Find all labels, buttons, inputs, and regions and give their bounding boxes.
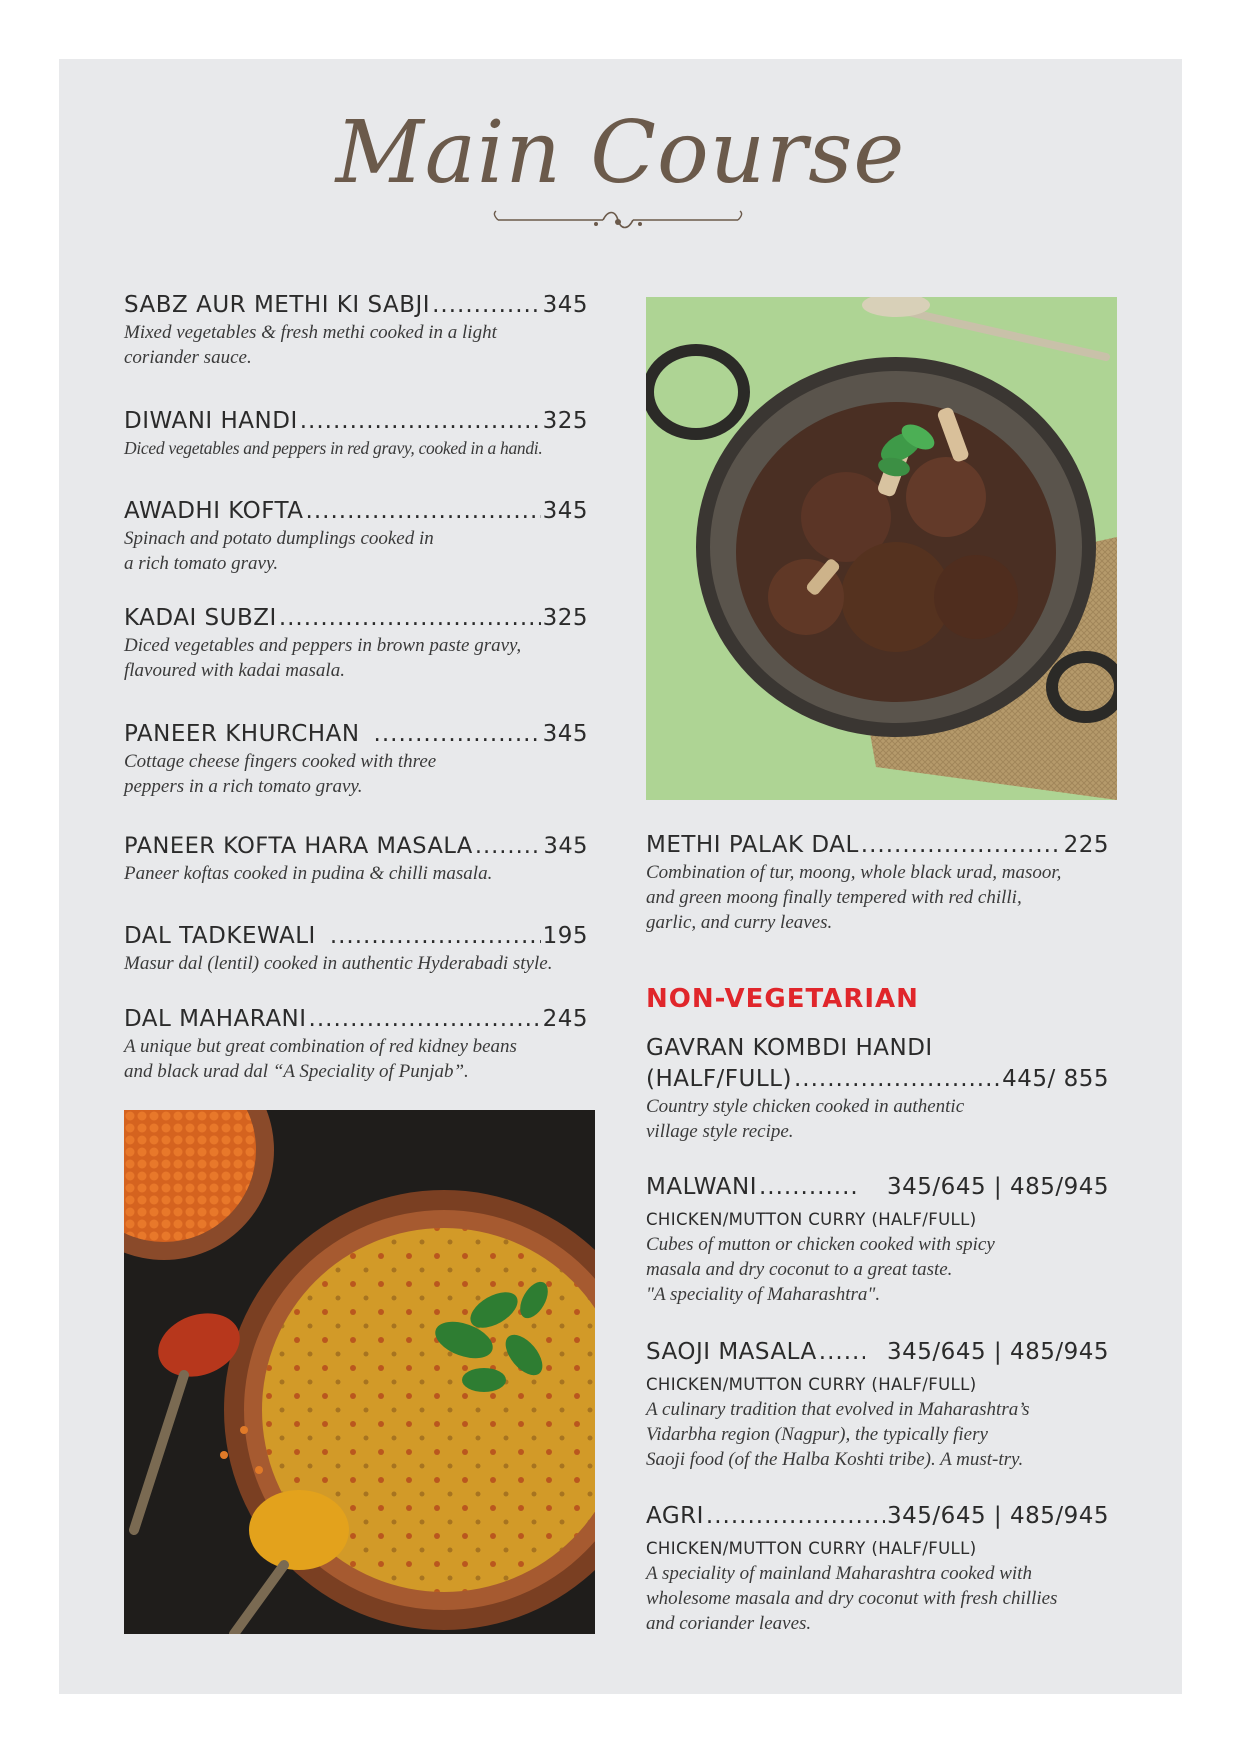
item-price: 345 [542, 292, 588, 318]
item-price: 225 [1063, 832, 1109, 858]
item-price: 345 [542, 721, 588, 747]
item-description-line: flavoured with kadai masala. [124, 660, 345, 681]
item-description-line: Saoji food (of the Halba Koshti tribe). A must-try. [646, 1449, 1024, 1470]
menu-item-diwani-handi [124, 406, 588, 461]
menu-item-dal-tadkewali [124, 921, 588, 976]
item-subtitle: CHICKEN/MUTTON CURRY (HALF/FULL) [646, 1539, 977, 1558]
section-heading-non-veg: NON-VEGETARIAN [646, 984, 919, 1014]
item-name: METHI PALAK DAL [646, 832, 859, 858]
menu-item-paneer-khurchan [124, 719, 588, 799]
item-description-line: wholesome masala and dry coconut with fresh chillies [646, 1588, 1058, 1609]
menu-item-kadai-subzi [124, 603, 588, 683]
item-description-line: Cottage cheese fingers cooked with three [124, 751, 437, 772]
item-description-line: coriander sauce. [124, 347, 252, 368]
item-description-line: A unique but great combination of red kidney beans [124, 1036, 517, 1057]
item-description-line: Masur dal (lentil) cooked in authentic Hyderabadi style. [124, 953, 553, 974]
item-subtitle: CHICKEN/MUTTON CURRY (HALF/FULL) [646, 1375, 977, 1394]
menu-item-paneer-kofta-hara-masala [124, 831, 588, 886]
item-description-line: A speciality of mainland Maharashtra cooked with [646, 1563, 1032, 1584]
item-name: PANEER KHURCHAN [124, 721, 360, 747]
item-name: DAL MAHARANI [124, 1006, 307, 1032]
item-description-line: garlic, and curry leaves. [646, 912, 833, 933]
menu-item-awadhi-kofta [124, 496, 588, 576]
item-description-line: Mixed vegetables & fresh methi cooked in a light [124, 322, 497, 343]
item-name: SAOJI MASALA [646, 1339, 817, 1365]
item-description-line: and coriander leaves. [646, 1613, 812, 1634]
item-price: 345 [542, 498, 588, 524]
item-price: 345 [543, 833, 588, 859]
item-description-line: Country style chicken cooked in authentic [646, 1096, 965, 1117]
item-price: 345/645 | 485/945 [887, 1503, 1109, 1529]
item-price: 325 [542, 605, 588, 631]
dal-bowl-photo [124, 1110, 595, 1634]
item-description-line: and black urad dal “A Speciality of Punjab”. [124, 1061, 469, 1082]
item-description-line: Diced vegetables and peppers in brown paste gravy, [124, 635, 522, 656]
menu-item-dal-maharani [124, 1004, 588, 1084]
item-description-line: peppers in a rich tomato gravy. [124, 776, 363, 797]
page-title: Main Course [335, 103, 906, 203]
mutton-kadai-photo [646, 297, 1117, 800]
item-description-line: Vidarbha region (Nagpur), the typically fiery [646, 1424, 988, 1445]
menu-item-methi-palak-dal [646, 830, 1109, 935]
item-name: AGRI [646, 1503, 704, 1529]
item-price: 345/645 | 485/945 [887, 1174, 1109, 1200]
item-name: DAL TADKEWALI [124, 923, 316, 949]
item-name: SABZ AUR METHI KI SABJI [124, 292, 431, 318]
item-price: 345/645 | 485/945 [887, 1339, 1109, 1365]
menu-item-saoji-masala [646, 1337, 1109, 1472]
menu-item-sabz-aur-methi [124, 290, 588, 370]
item-name: MALWANI [646, 1174, 757, 1200]
item-description-line: masala and dry coconut to a great taste. [646, 1259, 953, 1280]
item-description-line: Diced vegetables and peppers in red gravy, cooked in a handi. [124, 438, 543, 458]
menu-item-agri [646, 1501, 1109, 1636]
item-name: PANEER KOFTA HARA MASALA [124, 833, 473, 859]
menu-item-malwani [646, 1172, 1109, 1307]
item-description-line: Spinach and potato dumplings cooked in [124, 528, 434, 549]
item-price: 195 [542, 923, 588, 949]
menu-item-gavran-kombdi-handi [646, 1032, 1109, 1144]
item-description-line: village style recipe. [646, 1121, 794, 1142]
item-name: GAVRAN KOMBDI HANDI [646, 1035, 933, 1061]
item-subtitle: CHICKEN/MUTTON CURRY (HALF/FULL) [646, 1210, 977, 1229]
item-description-line: "A speciality of Maharashtra". [646, 1284, 881, 1305]
item-name: AWADHI KOFTA [124, 498, 304, 524]
item-description-line: Combination of tur, moong, whole black urad, masoor, [646, 862, 1062, 883]
item-price: 245 [542, 1006, 588, 1032]
item-price: 325 [542, 408, 588, 434]
item-description-line: and green moong finally tempered with red chilli, [646, 887, 1022, 908]
item-description-line: Paneer koftas cooked in pudina & chilli masala. [124, 863, 493, 884]
item-description-line: Cubes of mutton or chicken cooked with spicy [646, 1234, 995, 1255]
title-flourish-ornament [488, 208, 748, 232]
item-description-line: A culinary tradition that evolved in Maharashtra’s [646, 1399, 1030, 1420]
item-description-line: a rich tomato gravy. [124, 553, 279, 574]
item-name: DIWANI HANDI [124, 408, 298, 434]
item-price: 445/ 855 [1002, 1066, 1109, 1092]
item-name: KADAI SUBZI [124, 605, 277, 631]
item-name-suffix: (HALF/FULL) [646, 1066, 792, 1092]
